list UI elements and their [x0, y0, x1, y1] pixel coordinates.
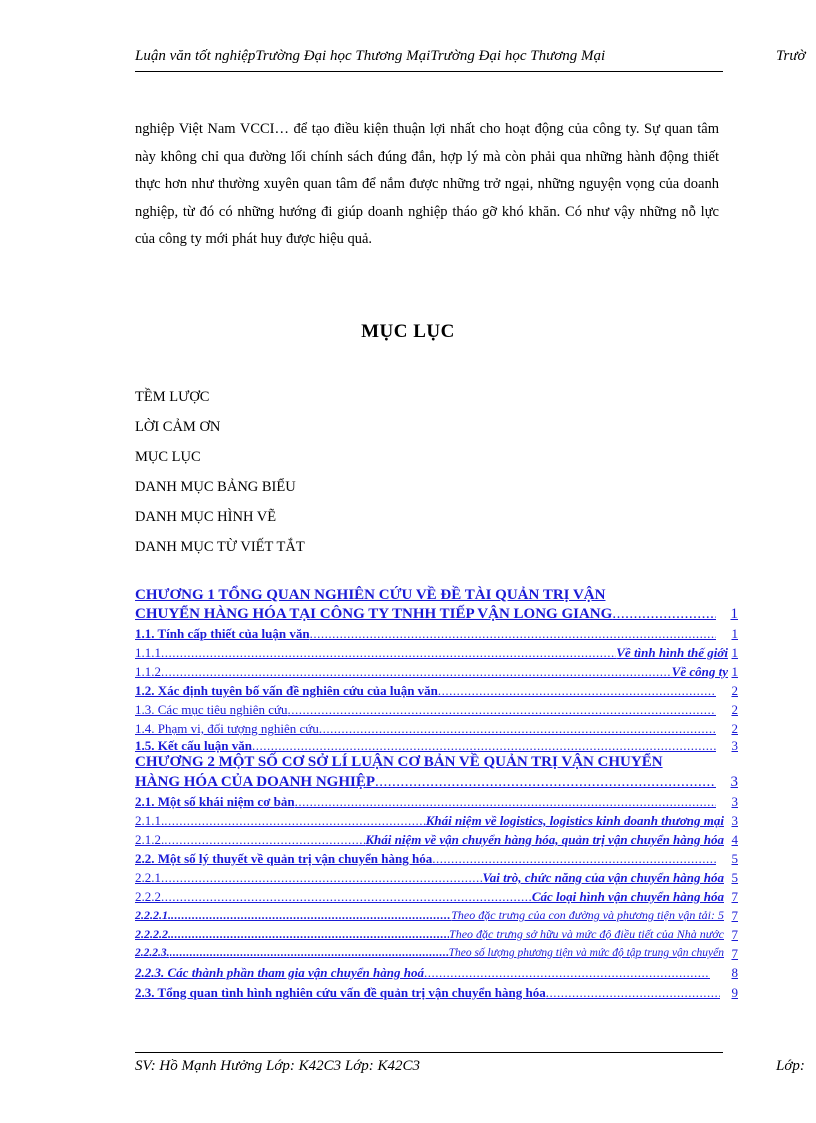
toc-entry[interactable]: 2.2.2.1. ..... Theo đặc trưng của con đường và phương tiện vận tải: 5 7: [135, 906, 738, 925]
toc-entry[interactable]: 1.1.1 ..... Về tình hình thế giới 1: [135, 643, 738, 662]
toc-chapter-1-line2[interactable]: CHUYỂN HÀNG HÓA TẠI CÔNG TY TNHH TIẾP VẬN LONG GIANG: [135, 606, 613, 622]
toc-entry[interactable]: 1.4. Phạm vi, đối tượng nghiên cứu ..... 2: [135, 719, 738, 738]
front-matter-list: [135, 382, 305, 562]
page-footer: SV: Hồ Mạnh Hưởng Lớp: K42C3 Lớp: K42C3: [135, 1058, 420, 1074]
toc-chapter-1-entry[interactable]: [135, 605, 738, 624]
toc-entry[interactable]: 1.1. Tính cấp thiết của luận văn ..... 1: [135, 624, 738, 643]
toc-page-number: 3: [730, 774, 738, 790]
toc-chapter-1-title[interactable]: [135, 586, 738, 605]
toc-entry[interactable]: 2.1.2. ..... Khái niệm về vận chuyển hàng hóa, quản trị vận chuyển hàng hóa 4: [135, 830, 738, 849]
footer-rule: [135, 1052, 723, 1053]
toc-entry[interactable]: 2.2.3. Các thành phần tham gia vận chuyển hàng hoá ..... 8: [135, 963, 738, 983]
page-header-overflow: Trườ: [776, 48, 806, 64]
page-footer-overflow: Lớp:: [776, 1058, 805, 1074]
toc-entry[interactable]: 1.1.2 ..... Về công ty 1: [135, 662, 738, 681]
toc-entry[interactable]: 2.2.2 ..... Các loại hình vận chuyển hàng hóa 7: [135, 887, 738, 906]
toc-entry[interactable]: 2.2.2.2. ..... Theo đặc trưng sở hữu và mức độ điều tiết của Nhà nước 7: [135, 925, 738, 944]
toc-entry[interactable]: 2.2.1 ..... Vai trò, chức năng của vận chuyển hàng hóa 5: [135, 868, 738, 887]
front-matter-item: DANH MỤC BẢNG BIỂU: [135, 479, 296, 495]
toc-entry[interactable]: 1.2. Xác định tuyên bố vấn đề nghiên cứu của luận văn ..... 2: [135, 681, 738, 700]
toc-entry[interactable]: 1.3. Các mục tiêu nghiên cứu ..... 2: [135, 700, 738, 719]
front-matter-item: LỜI CẢM ƠN: [135, 419, 221, 435]
toc-entry[interactable]: 2.1.1. ..... Khái niệm về logistics, logistics kinh doanh thương mại 3: [135, 811, 738, 830]
toc-chapter-2-entry[interactable]: [135, 772, 738, 792]
toc-entry[interactable]: 2.2. Một số lý thuyết về quản trị vận chuyển hàng hóa ..... 5: [135, 849, 738, 868]
front-matter-item: TỀM LƯỢC: [135, 389, 210, 405]
toc-entry[interactable]: 2.1. Một số khái niệm cơ bản ..... 3: [135, 792, 738, 811]
body-paragraph: nghiệp Việt Nam VCCI… để tạo điều kiện thuận lợi nhất cho hoạt động của công ty. Sự quan tâm này không chỉ qua đường lối chính sách đúng đắn, hợp lý mà còn phải qua những hành động thiết thực hơn như thường xuyên quan tâm để nắm được những trở ngại, những nguyện vọng của doanh nghiệp, từ đó có những hướng đi giúp doanh nghiệp tháo gỡ khó khăn. Có như vậy những nỗ lực của công ty mới phát huy được hiệu quả.: [135, 121, 719, 247]
toc-chapter-2-line1[interactable]: CHƯƠNG 2 MỘT SỐ CƠ SỞ LÍ LUẬN CƠ BẢN VỀ QUẢN TRỊ VẬN CHUYỂN: [135, 754, 663, 770]
toc-chapter-2-title[interactable]: [135, 753, 738, 772]
page-title: MỤC LỤC: [361, 321, 455, 342]
toc-chapter-2-line2[interactable]: HÀNG HÓA CỦA DOANH NGHIỆP: [135, 774, 376, 790]
header-rule: [135, 71, 723, 72]
toc-chapter-1-line1[interactable]: CHƯƠNG 1 TỔNG QUAN NGHIÊN CỨU VỀ ĐỀ TÀI QUẢN TRỊ VẬN: [135, 587, 606, 603]
front-matter-item: MỤC LỤC: [135, 449, 201, 465]
toc-entry[interactable]: 1.5. Kết cấu luận văn ..... 3: [135, 738, 738, 753]
toc-entry[interactable]: 2.3. Tổng quan tình hình nghiên cứu vấn đề quản trị vận chuyển hàng hóa ..... 9: [135, 983, 738, 1003]
front-matter-item: DANH MỤC TỪ VIẾT TẮT: [135, 539, 305, 555]
table-of-contents: [135, 586, 738, 1003]
page-header: Luận văn tốt nghiệpTrường Đại học Thương MạiTrường Đại học Thương Mại: [135, 48, 606, 64]
front-matter-item: DANH MỤC HÌNH VẼ: [135, 509, 277, 525]
toc-entry[interactable]: 2.2.2.3. ..... Theo số lượng phương tiện và mức độ tập trung vận chuyển 7: [135, 944, 738, 963]
toc-page-number: 1: [730, 606, 738, 622]
